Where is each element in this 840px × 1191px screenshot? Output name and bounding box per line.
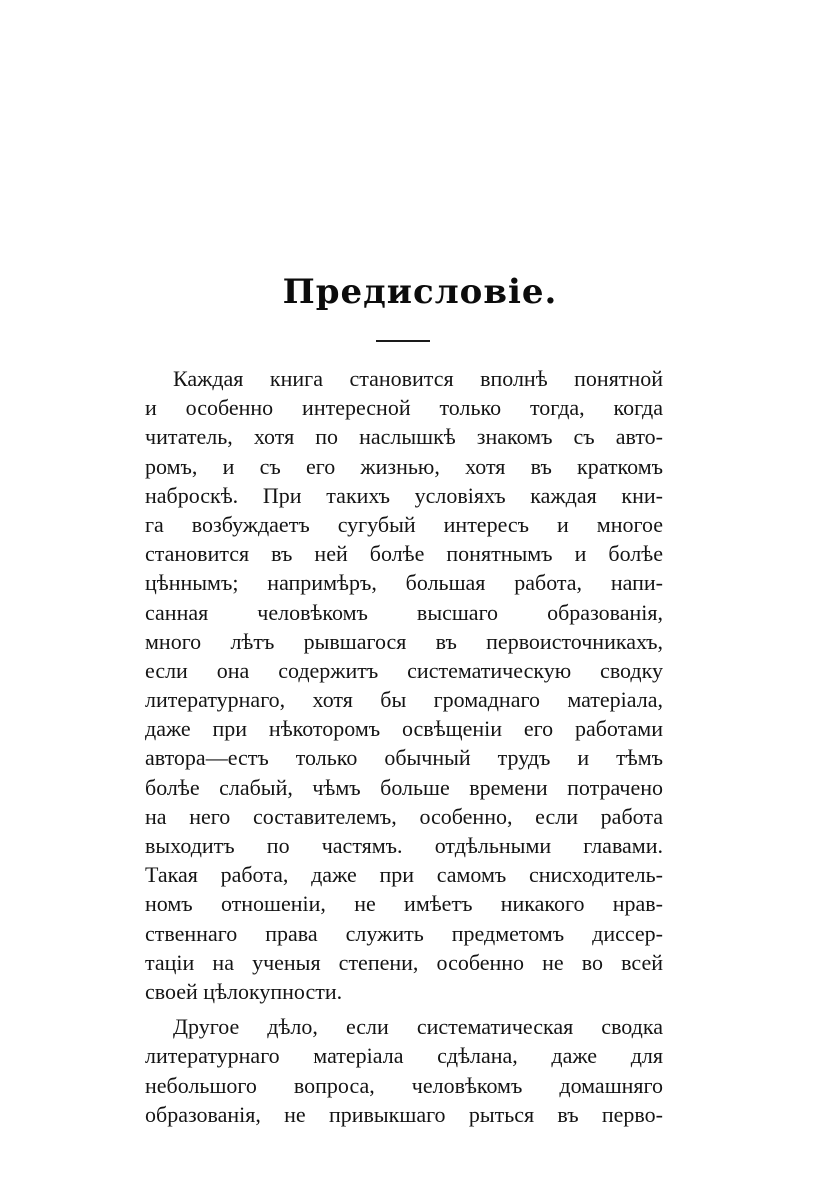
- text-line: Другое дѣло, если систематическая сводка: [173, 1014, 663, 1040]
- text-line: становится въ ней болѣе понятнымъ и болѣе: [145, 541, 663, 567]
- text-line: литературнаго, хотя бы громаднаго матеріала,: [145, 687, 663, 713]
- text-line: небольшого вопроса, человѣкомъ домашняго: [145, 1072, 663, 1098]
- page-title: Предисловіе.: [282, 272, 558, 312]
- text-line: на него составителемъ, особенно, если работа: [145, 803, 663, 829]
- text-line: наброскѣ. При такихъ условіяхъ каждая кни-: [145, 482, 663, 508]
- text-line: своей цѣлокупности.: [145, 978, 343, 1004]
- body-text: [145, 364, 663, 1129]
- text-line: Такая работа, даже при самомъ снисходитель-: [145, 862, 663, 888]
- text-line: га возбуждаетъ сугубый интересъ и многое: [145, 511, 663, 537]
- text-line: автора—естъ только обычный трудъ и тѣмъ: [145, 745, 663, 771]
- text-line: Каждая книга становится вполнѣ понятной: [173, 366, 663, 391]
- text-line: цѣннымъ; напримѣръ, большая работа, напи-: [145, 570, 663, 596]
- text-line: образованія, не привыкшаго рыться въ перво-: [145, 1101, 663, 1127]
- text-line: таціи на ученыя степени, особенно не во всей: [145, 949, 663, 975]
- title-divider: [376, 340, 430, 342]
- text-line: много лѣтъ рывшагося въ первоисточникахъ,: [145, 628, 663, 654]
- text-line: если она содержитъ систематическую сводку: [145, 657, 663, 683]
- text-line: выходитъ по частямъ. отдѣльными главами.: [145, 833, 663, 858]
- text-line: читатель, хотя по наслышкѣ знакомъ съ авто-: [145, 424, 663, 450]
- text-line: болѣе слабый, чѣмъ больше времени потрачено: [145, 774, 663, 800]
- text-line: ромъ, и съ его жизнью, хотя въ краткомъ: [145, 453, 663, 479]
- text-line: санная человѣкомъ высшаго образованія,: [145, 599, 663, 625]
- text-line: литературнаго матеріала сдѣлана, даже для: [145, 1043, 663, 1069]
- text-line: даже при нѣкоторомъ освѣщеніи его работами: [145, 716, 663, 742]
- text-line: номъ отношеніи, не имѣетъ никакого нрав-: [145, 891, 663, 917]
- text-line: ственнаго права служить предметомъ диссер-: [145, 920, 663, 946]
- text-line: и особенно интересной только тогда, когда: [145, 395, 663, 421]
